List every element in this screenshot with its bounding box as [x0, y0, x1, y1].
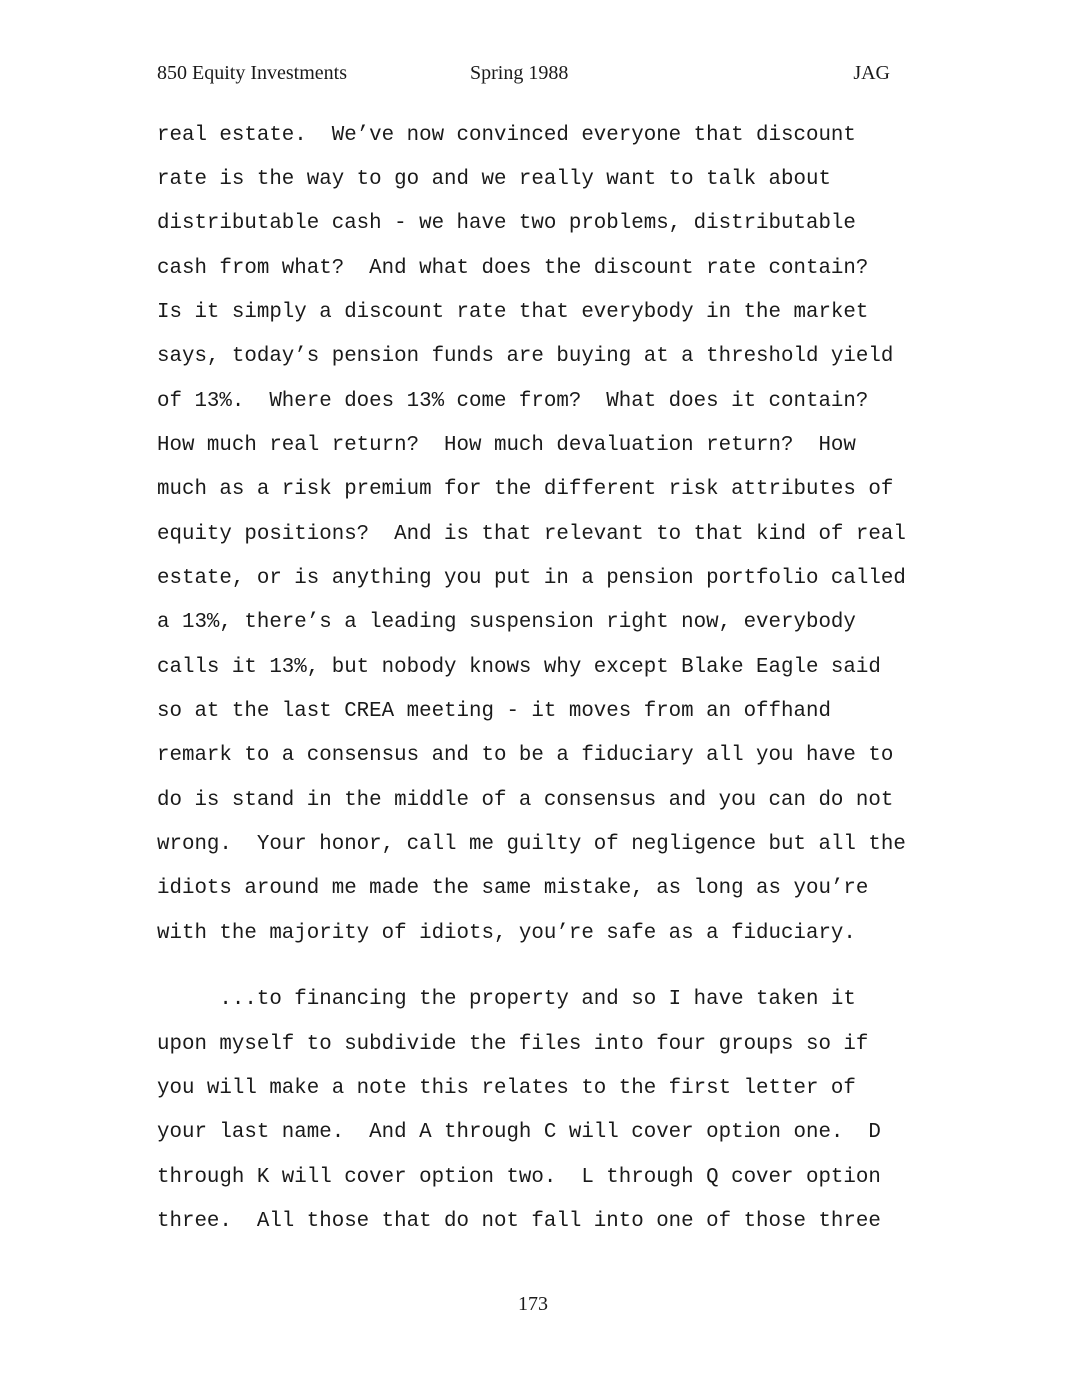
- text-line: remark to a consensus and to be a fiduciary all you have to: [157, 744, 894, 767]
- text-line: upon myself to subdivide the files into four groups so if: [157, 1033, 869, 1056]
- text-line: through K will cover option two. L through Q cover option: [157, 1166, 881, 1189]
- text-line: so at the last CREA meeting - it moves from an offhand: [157, 700, 831, 723]
- text-line: equity positions? And is that relevant to that kind of real: [157, 523, 906, 546]
- header-term: Spring 1988: [470, 62, 569, 84]
- text-line: your last name. And A through C will cover option one. D: [157, 1121, 881, 1144]
- text-line: calls it 13%, but nobody knows why except Blake Eagle said: [157, 656, 881, 679]
- text-line: distributable cash - we have two problems, distributable: [157, 212, 856, 235]
- text-line: you will make a note this relates to the first letter of: [157, 1077, 856, 1100]
- header-initials: JAG: [853, 62, 890, 84]
- text-line: ...to financing the property and so I have taken it: [157, 988, 856, 1011]
- text-line: How much real return? How much devaluation return? How: [157, 434, 856, 457]
- text-line: much as a risk premium for the different risk attributes of: [157, 478, 894, 501]
- page-header: [157, 62, 890, 90]
- text-line: idiots around me made the same mistake, as long as you’re: [157, 877, 869, 900]
- text-line: real estate. We’ve now convinced everyone that discount: [157, 124, 856, 147]
- text-line: Is it simply a discount rate that everybody in the market: [157, 301, 869, 324]
- text-line: rate is the way to go and we really want to talk about: [157, 168, 831, 191]
- text-line: of 13%. Where does 13% come from? What does it contain?: [157, 390, 869, 413]
- text-line: wrong. Your honor, call me guilty of negligence but all the: [157, 833, 906, 856]
- text-line: three. All those that do not fall into one of those three: [157, 1210, 881, 1233]
- text-line: estate, or is anything you put in a pension portfolio called: [157, 567, 906, 590]
- text-line: with the majority of idiots, you’re safe as a fiduciary.: [157, 922, 856, 945]
- page-number: 173: [518, 1293, 548, 1315]
- text-line: says, today’s pension funds are buying at a threshold yield: [157, 345, 894, 368]
- text-line: do is stand in the middle of a consensus and you can do not: [157, 789, 894, 812]
- header-course-title: 850 Equity Investments: [157, 62, 347, 84]
- text-line: cash from what? And what does the discount rate contain?: [157, 257, 869, 280]
- text-line: a 13%, there’s a leading suspension right now, everybody: [157, 611, 856, 634]
